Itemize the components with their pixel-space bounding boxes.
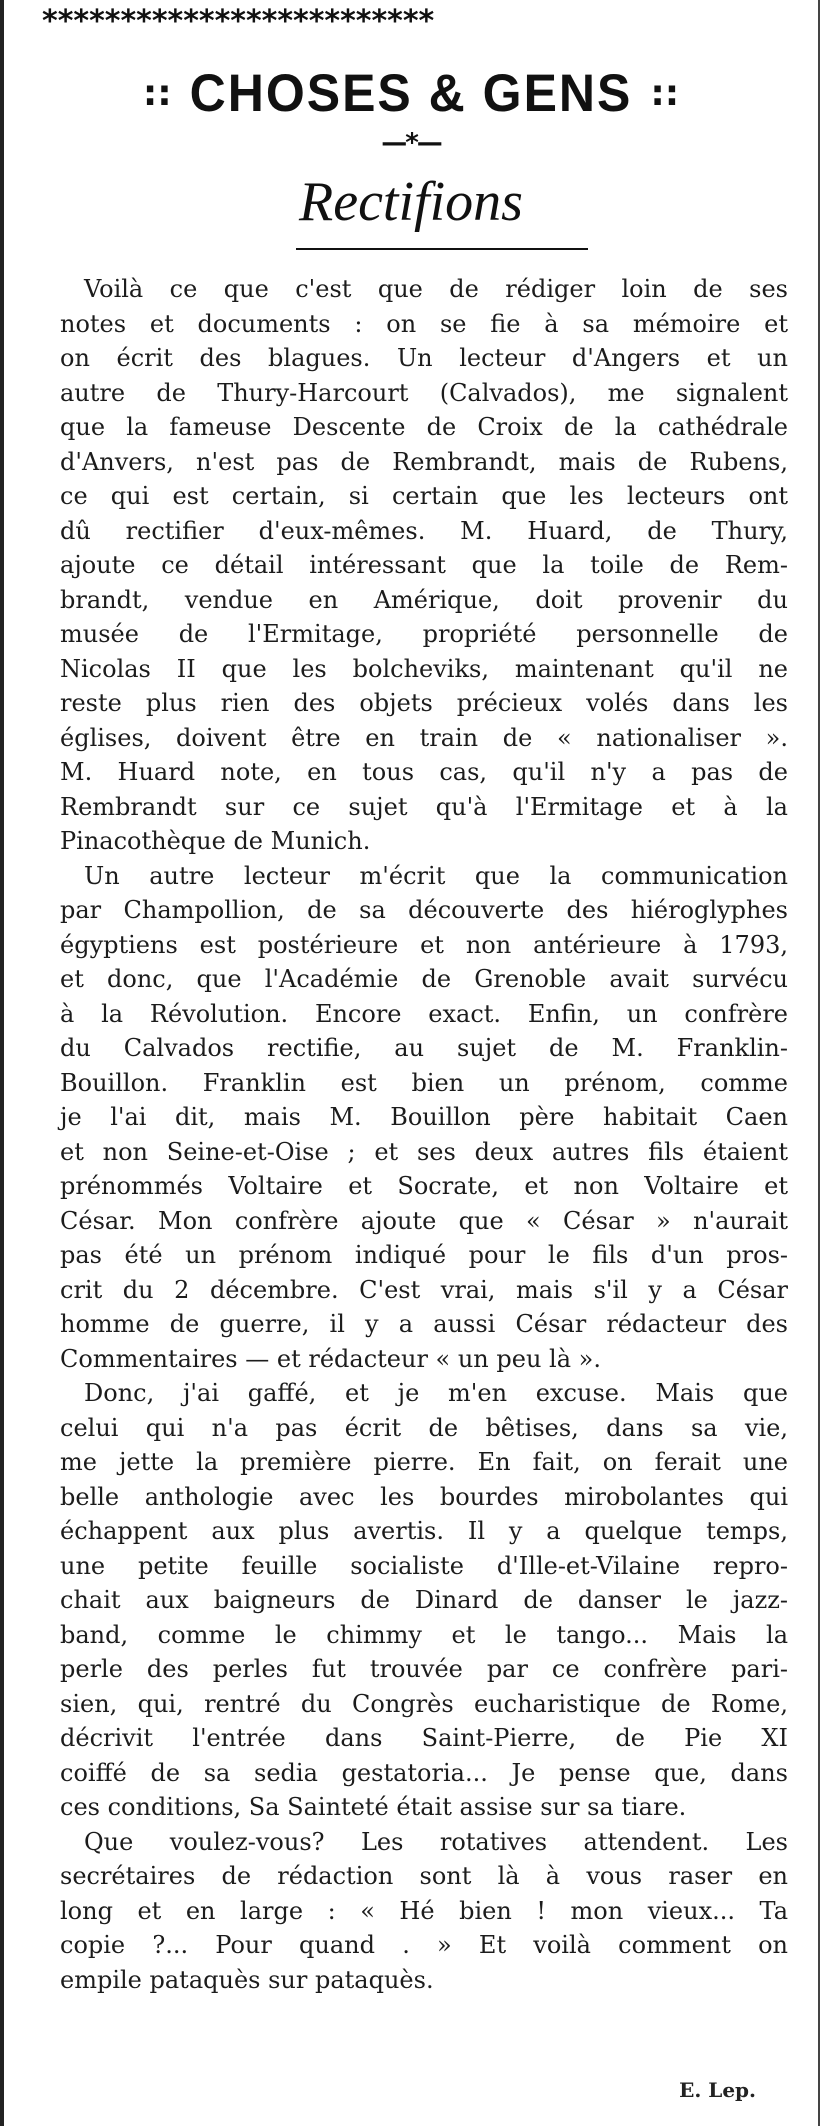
article-line: perle des perles fut trouvée par ce confrère pari- <box>60 1655 788 1683</box>
article-line: Voilà ce que c'est que de rédiger loin de ses <box>84 275 788 303</box>
article-line: coiffé de sa sedia gestatoria... Je pense que, dans <box>60 1758 788 1787</box>
article-line: pas été un prénom indiqué pour le fils d'un pros- <box>60 1241 788 1269</box>
article-line: me jette la première pierre. En fait, on ferait une <box>60 1448 788 1476</box>
article-line: long et en large : « Hé bien ! mon vieux... Ta <box>60 1896 788 1925</box>
article-line: et donc, que l'Académie de Grenoble avait survécu <box>60 965 788 993</box>
article-line: du Calvados rectifie, au sujet de M. Franklin- <box>60 1034 788 1062</box>
header-right-ornament: :: <box>650 72 680 114</box>
article-line: M. Huard note, en tous cas, qu'il n'y a pas de <box>60 758 788 786</box>
title-underline <box>296 248 588 250</box>
article-line: César. Mon confrère ajoute que « César » n'aurait <box>60 1206 788 1235</box>
article-line: Bouillon. Franklin est bien un prénom, comme <box>60 1068 788 1097</box>
article-line: homme de guerre, il y a aussi César rédacteur des <box>60 1310 788 1338</box>
article-line: musée de l'Ermitage, propriété personnelle de <box>60 620 788 648</box>
article-line: belle anthologie avec les bourdes mirobolantes qui <box>60 1482 788 1511</box>
article-line: églises, doivent être en train de « nationaliser ». <box>60 723 788 752</box>
article-line: prénommés Voltaire et Socrate, et non Voltaire et <box>60 1172 788 1200</box>
article-line: Rembrandt sur ce sujet qu'à l'Ermitage et à la <box>60 792 788 821</box>
article-title: Rectifions <box>299 171 523 233</box>
article-line: crit du 2 décembre. C'est vrai, mais s'il y a César <box>60 1275 788 1304</box>
article-line: Que voulez-vous? Les rotatives attendent. Les <box>84 1827 788 1856</box>
article-line: on écrit des blagues. Un lecteur d'Angers et un <box>60 344 788 372</box>
article-line: Un autre lecteur m'écrit que la communication <box>84 861 788 890</box>
article-body <box>60 272 788 1997</box>
article-line: band, comme le chimmy et le tango... Mais la <box>60 1620 788 1649</box>
article-line: notes et documents : on se fie à sa mémoire et <box>60 309 788 338</box>
article-line: copie ?... Pour quand . » Et voilà comment on <box>60 1931 788 1959</box>
author-signature: E. Lep. <box>679 2078 756 2102</box>
article-line: Nicolas II que les bolcheviks, maintenant qu'il ne <box>60 654 788 683</box>
article-line: celui qui n'a pas écrit de bêtises, dans sa vie, <box>60 1413 788 1442</box>
article-line: chait aux baigneurs de Dinard de danser le jazz- <box>60 1586 788 1614</box>
article-line: sien, qui, rentré du Congrès eucharistique de Rome, <box>60 1689 788 1718</box>
dash-star-divider: —*— <box>381 128 441 158</box>
article-line: secrétaires de rédaction sont là à vous raser en <box>60 1862 788 1890</box>
article-line: et non Seine-et-Oise ; et ses deux autres fils étaient <box>60 1137 788 1166</box>
star-divider: ************************* <box>42 8 435 36</box>
article-line: dû rectifier d'eux-mêmes. M. Huard, de Thury, <box>60 516 788 545</box>
article-line: égyptiens est postérieure et non antérieure à 1793, <box>60 930 788 959</box>
header-left-ornament: :: <box>142 72 172 114</box>
article-line: ces conditions, Sa Sainteté était assise sur sa tiare. <box>60 1793 687 1821</box>
article-line: échappent aux plus avertis. Il y a quelque temps, <box>60 1517 788 1545</box>
article-line: autre de Thury-Harcourt (Calvados), me signalent <box>60 378 788 407</box>
article-line: décrivit l'entrée dans Saint-Pierre, de Pie XI <box>60 1724 788 1752</box>
article-line: Pinacothèque de Munich. <box>60 827 371 855</box>
article-line: je l'ai dit, mais M. Bouillon père habitait Caen <box>60 1103 788 1131</box>
article-line: ce qui est certain, si certain que les lecteurs ont <box>60 482 788 510</box>
section-header <box>4 58 818 128</box>
article-line: Commentaires — et rédacteur « un peu là ». <box>60 1344 601 1373</box>
article-line: une petite feuille socialiste d'Ille-et-Vilaine repro- <box>60 1551 788 1580</box>
article-line: Donc, j'ai gaffé, et je m'en excuse. Mais que <box>84 1379 788 1407</box>
article-line: par Champollion, de sa découverte des hiéroglyphes <box>60 896 788 924</box>
section-title: CHOSES & GENS <box>189 63 633 123</box>
article-line: empile pataquès sur pataquès. <box>60 1965 434 1994</box>
article-line: reste plus rien des objets précieux volés dans les <box>60 689 788 717</box>
article-line: ajoute ce détail intéressant que la toile de Rem- <box>60 551 788 579</box>
article-line: à la Révolution. Encore exact. Enfin, un confrère <box>60 999 788 1028</box>
article-line: d'Anvers, n'est pas de Rembrandt, mais de Rubens, <box>60 447 788 476</box>
article-line: que la fameuse Descente de Croix de la cathédrale <box>60 413 788 441</box>
article-line: brandt, vendue en Amérique, doit provenir du <box>60 585 788 614</box>
